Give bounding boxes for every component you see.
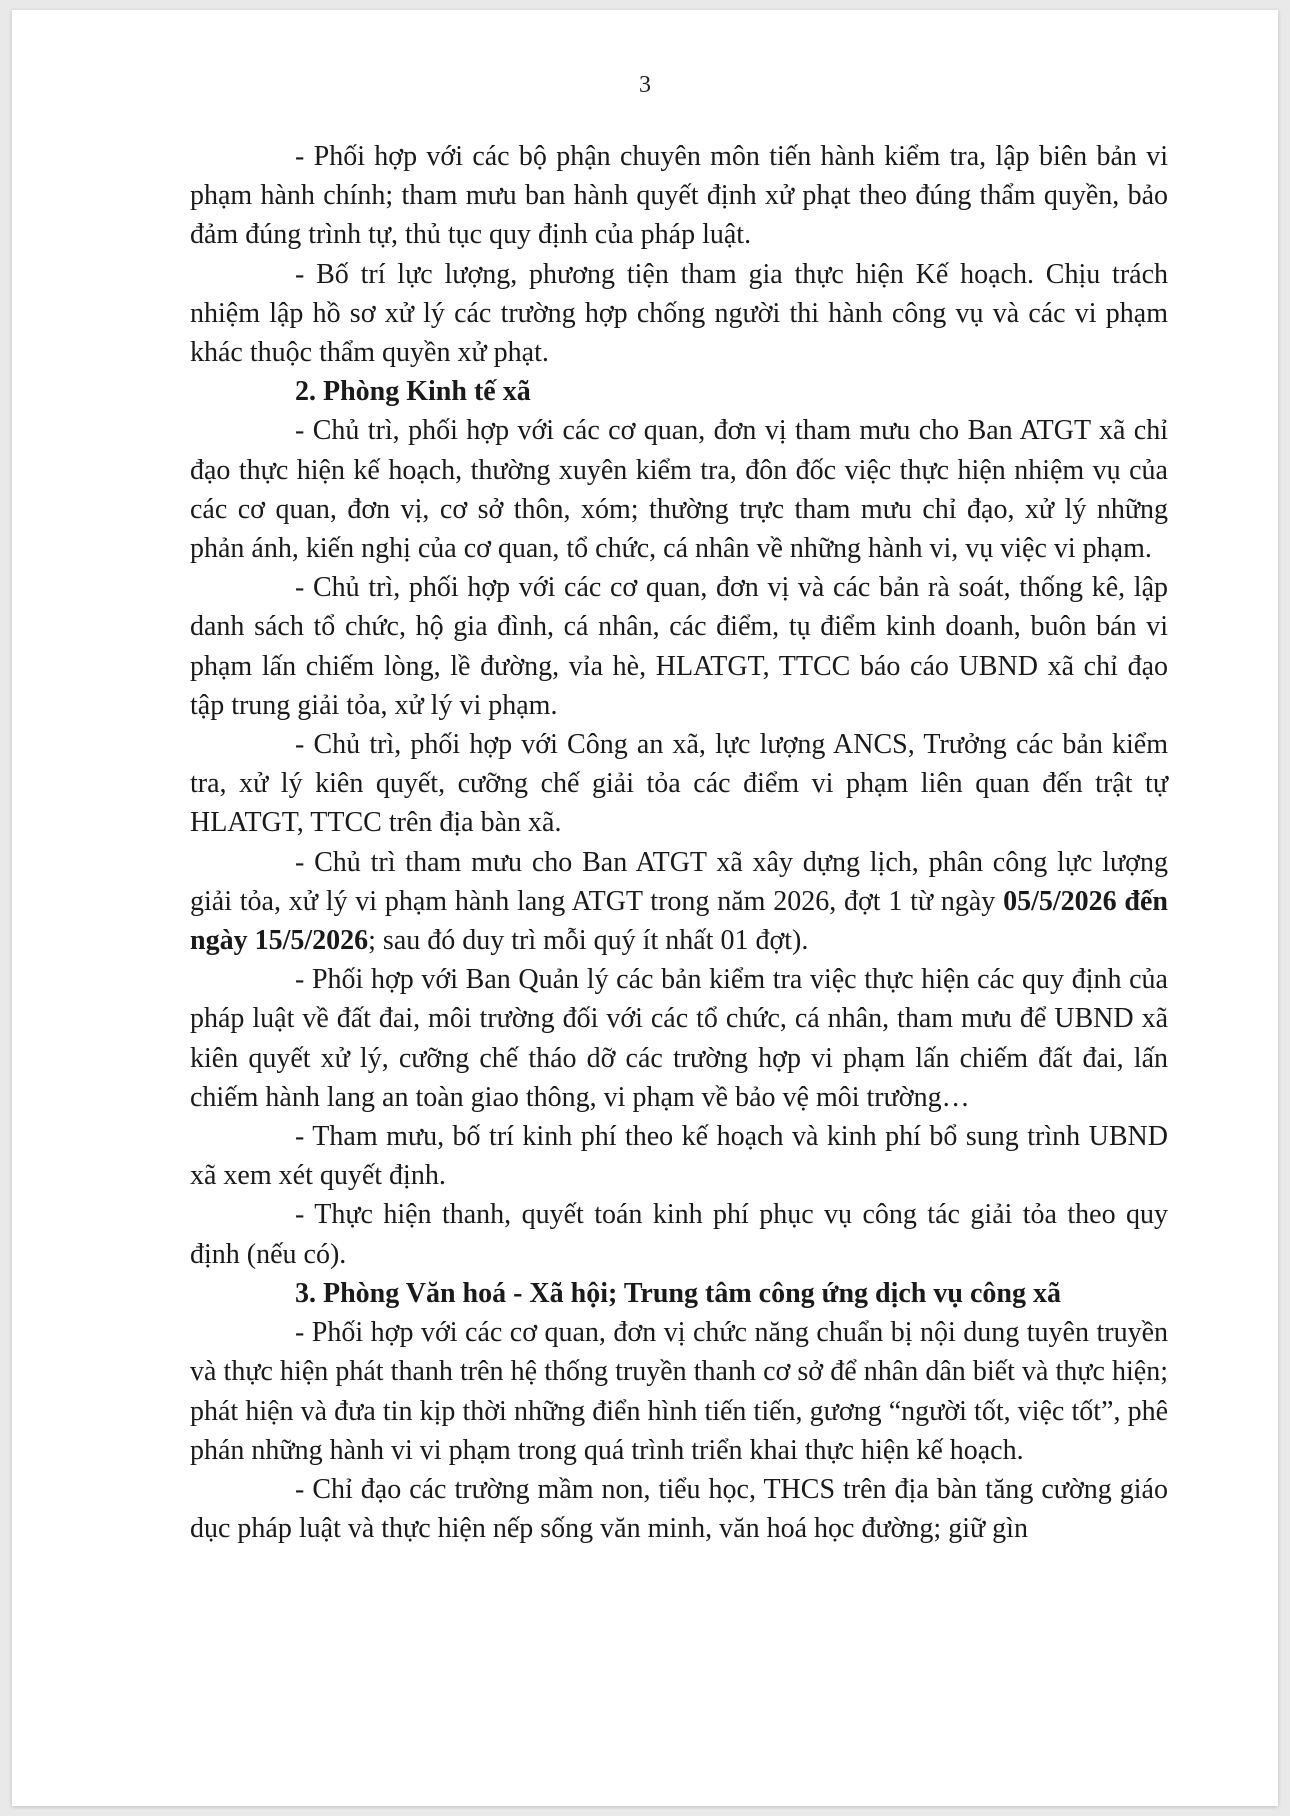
paragraph: - Phối hợp với các cơ quan, đơn vị chức năng chuẩn bị nội dung tuyên truyền và thực hiện phát thanh trên hệ thống truyền thanh cơ sở để nhân dân biết và thực hiện; phát hiện và đưa tin kịp thời những điển hình tiến tiến, gương “người tốt, việc tốt”, phê phán những hành vi vi phạm trong quá trình triển khai thực hiện kế hoạch. (190, 1317, 1168, 1466)
paragraph-text: ; sau đó duy trì mỗi quý ít nhất 01 đợt). (368, 925, 809, 957)
page-number: 3 (639, 72, 651, 98)
section-heading: 2. Phòng Kinh tế xã (295, 376, 531, 408)
paragraph: - Chủ trì, phối hợp với các cơ quan, đơn vị và các bản rà soát, thống kê, lập danh sách tổ chức, hộ gia đình, cá nhân, các điểm, tụ điểm kinh doanh, buôn bán vi phạm lấn chiếm lòng, lề đường, vỉa hè, HLATGT, TTCC báo cáo UBND xã chỉ đạo tập trung giải tỏa, xử lý vi phạm. (190, 572, 1168, 721)
paragraph: - Tham mưu, bố trí kinh phí theo kế hoạch và kinh phí bổ sung trình UBND xã xem xét quyết định. (190, 1121, 1168, 1192)
paragraph: - Chỉ đạo các trường mầm non, tiểu học, THCS trên địa bàn tăng cường giáo dục pháp luật và thực hiện nếp sống văn minh, văn hoá học đường; giữ gìn (190, 1473, 1168, 1545)
section-heading: 3. Phòng Văn hoá - Xã hội; Trung tâm công ứng dịch vụ công xã (295, 1277, 1061, 1309)
paragraph: - Phối hợp với các bộ phận chuyên môn tiến hành kiểm tra, lập biên bản vi phạm hành chính; tham mưu ban hành quyết định xử phạt theo đúng thẩm quyền, bảo đảm đúng trình tự, thủ tục quy định của pháp luật. (190, 141, 1168, 251)
paragraph: - Thực hiện thanh, quyết toán kinh phí phục vụ công tác giải tỏa theo quy định (nếu có). (190, 1199, 1168, 1270)
paragraph: - Bố trí lực lượng, phương tiện tham gia thực hiện Kế hoạch. Chịu trách nhiệm lập hồ sơ xử lý các trường hợp chống người thi hành công vụ và các vi phạm khác thuộc thẩm quyền xử phạt. (190, 258, 1168, 369)
document-body (190, 137, 1168, 1548)
paragraph: - Chủ trì, phối hợp với các cơ quan, đơn vị tham mưu cho Ban ATGT xã chỉ đạo thực hiện kế hoạch, thường xuyên kiểm tra, đôn đốc việc thực hiện nhiệm vụ của các cơ quan, đơn vị, cơ sở thôn, xóm; thường trực tham mưu chỉ đạo, xử lý những phản ánh, kiến nghị của cơ quan, tổ chức, cá nhân về những hành vi, vụ việc vi phạm. (190, 415, 1168, 565)
paragraph: - Chủ trì, phối hợp với Công an xã, lực lượng ANCS, Trưởng các bản kiểm tra, xử lý kiên quyết, cưỡng chế giải tỏa các điểm vi phạm liên quan đến trật tự HLATGT, TTCC trên địa bàn xã. (190, 729, 1168, 839)
bold-date-range: 05/5/2026 đến ngày 15/5/2026 (190, 885, 1168, 957)
document-page (12, 10, 1278, 1806)
paragraph: - Phối hợp với Ban Quản lý các bản kiểm tra việc thực hiện các quy định của pháp luật về đất đai, môi trường đối với các tổ chức, cá nhân, tham mưu để UBND xã kiên quyết xử lý, cưỡng chế tháo dỡ các trường hợp vi phạm lấn chiếm đất đai, lấn chiếm hành lang an toàn giao thông, vi phạm về bảo vệ môi trường… (190, 964, 1168, 1113)
paragraph (190, 843, 1168, 961)
paragraph-text: - Chủ trì tham mưu cho Ban ATGT xã xây dựng lịch, phân công lực lượng giải tỏa, xử lý vi phạm hành lang ATGT trong năm 2026, đợt 1 từ ngày (190, 846, 1168, 917)
